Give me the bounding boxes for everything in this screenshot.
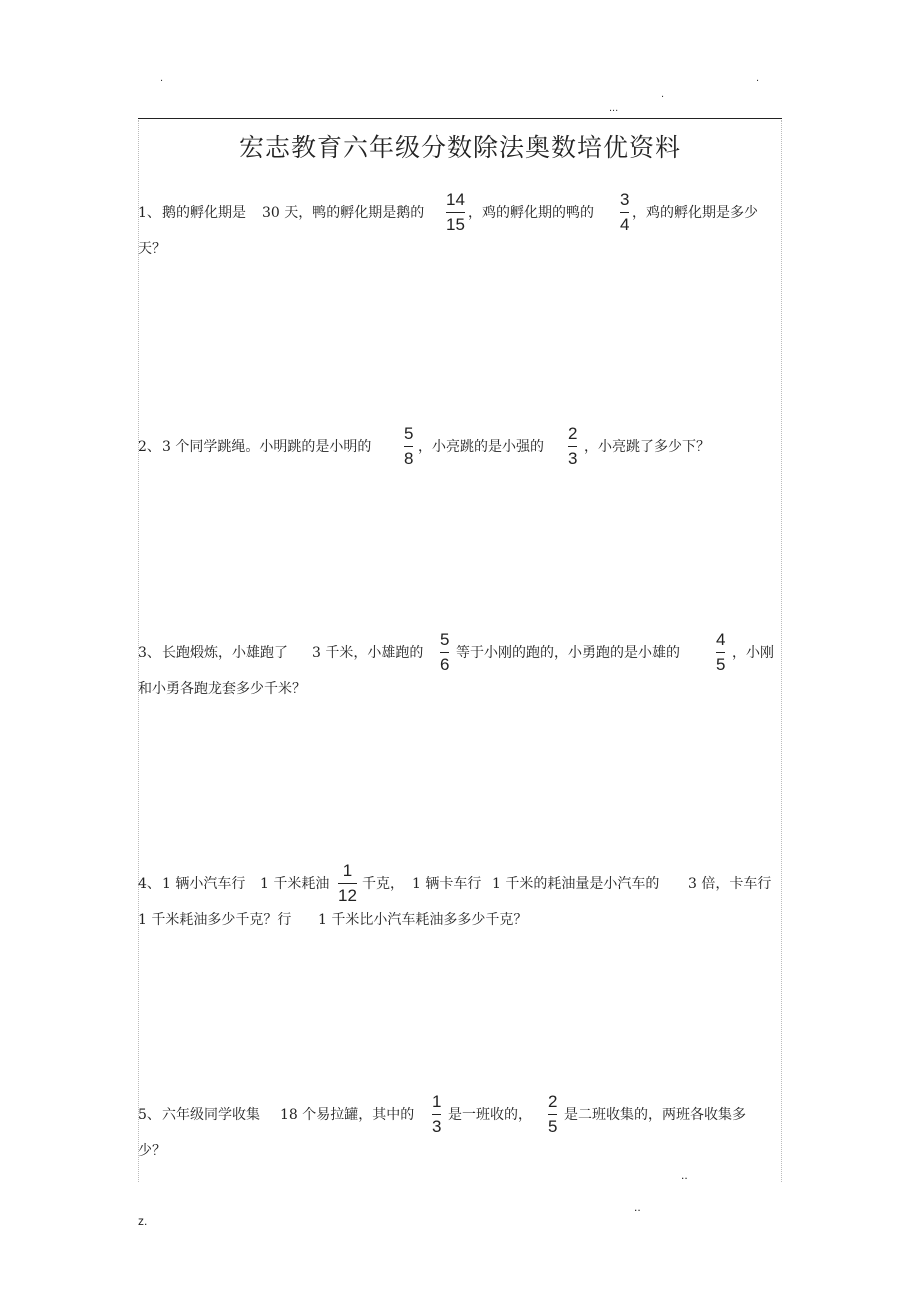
q1-text-d: ，鸡的孵化期是多少 xyxy=(632,205,758,221)
numerator: 2 xyxy=(548,1092,558,1111)
numerator: 1 xyxy=(432,1092,442,1111)
denominator: 5 xyxy=(716,655,726,674)
q1-fraction-1 xyxy=(446,190,465,235)
header-dot: . xyxy=(756,72,760,84)
denominator: 8 xyxy=(404,449,414,468)
q4-text-c: 千克， xyxy=(362,876,404,892)
fraction-bar xyxy=(716,652,725,653)
question-5 xyxy=(138,1092,782,1166)
q4-text-e: 1 千米的耗油量是小汽车的 xyxy=(492,876,660,892)
q5-text-e: 少？ xyxy=(138,1143,166,1159)
q2-text-b: ，小亮跳的是小强的 xyxy=(418,439,544,455)
header-rule xyxy=(138,118,782,119)
q2-fraction-2 xyxy=(568,424,577,469)
q5-text-d: 是二班收集的，两班各收集多 xyxy=(564,1107,746,1123)
numerator: 5 xyxy=(440,630,450,649)
question-4 xyxy=(138,861,782,935)
denominator: 3 xyxy=(432,1117,442,1136)
q1-text-a: 鹅的孵化期是 xyxy=(162,205,246,221)
q5-fraction-2 xyxy=(548,1092,557,1137)
denominator: 3 xyxy=(568,449,578,468)
q3-number: 3、 xyxy=(138,645,161,661)
q4-text-b: 1 千米耗油 xyxy=(260,876,330,892)
q1-text-b: 30 天，鸭的孵化期是鹅的 xyxy=(262,205,425,221)
q3-text-e: 和小勇各跑龙套多少千米？ xyxy=(138,681,306,697)
numerator: 4 xyxy=(716,630,726,649)
q4-text-a: 1 辆小汽车行 xyxy=(162,876,246,892)
q4-text-f: 3 倍，卡车行 xyxy=(688,876,772,892)
q4-text-d: 1 辆卡车行 xyxy=(412,876,482,892)
q3-fraction-1 xyxy=(440,630,449,675)
question-1 xyxy=(138,190,782,264)
numerator: 1 xyxy=(342,861,353,880)
q5-number: 5、 xyxy=(138,1107,161,1123)
q1-text-c: ，鸡的孵化期的鸭的 xyxy=(468,205,594,221)
q2-text-c: ，小亮跳了多少下？ xyxy=(584,439,710,455)
fraction-bar xyxy=(404,446,413,447)
denominator: 15 xyxy=(446,215,465,234)
denominator: 12 xyxy=(338,886,357,905)
fraction-bar xyxy=(568,446,577,447)
q4-number: 4、 xyxy=(138,876,161,892)
numerator: 3 xyxy=(620,190,630,209)
denominator: 4 xyxy=(620,215,630,234)
question-3 xyxy=(138,630,782,704)
page-title: 宏志教育六年级分数除法奥数培优资料 xyxy=(238,133,681,162)
numerator: 2 xyxy=(568,424,578,443)
q3-text-d: ，小刚 xyxy=(732,645,774,661)
header-dot: . xyxy=(160,72,164,84)
q1-number: 1、 xyxy=(138,205,161,221)
q5-text-a: 六年级同学收集 xyxy=(162,1107,260,1123)
fraction-bar xyxy=(432,1114,441,1115)
q4-fraction-1 xyxy=(338,861,357,906)
numerator: 14 xyxy=(446,190,465,209)
footer-dots: .. xyxy=(681,1168,688,1182)
q1-fraction-2 xyxy=(620,190,629,235)
q4-text-h: 1 千米比小汽车耗油多多少千克？ xyxy=(318,912,528,928)
fraction-bar xyxy=(440,652,449,653)
q5-text-c: 是一班收的， xyxy=(448,1107,532,1123)
footer-mark: z. xyxy=(138,1214,148,1228)
numerator: 5 xyxy=(404,424,414,443)
q3-text-c: 等于小刚的跑的，小勇跑的是小雄的 xyxy=(456,645,680,661)
denominator: 5 xyxy=(548,1117,558,1136)
question-2 xyxy=(138,424,782,468)
header-dots: ... xyxy=(609,102,619,114)
q2-fraction-1 xyxy=(404,424,413,469)
q5-text-b: 18 个易拉罐，其中的 xyxy=(280,1107,415,1123)
footer-dots: .. xyxy=(634,1200,641,1214)
q3-text-a: 长跑煅炼，小雄跑了 xyxy=(162,645,288,661)
q3-fraction-2 xyxy=(716,630,725,675)
q5-fraction-1 xyxy=(432,1092,441,1137)
fraction-bar xyxy=(548,1114,557,1115)
denominator: 6 xyxy=(440,655,450,674)
q2-number: 2、 xyxy=(138,439,161,455)
q4-text-g: 1 千米耗油多少千克？行 xyxy=(138,912,292,928)
q2-text-a: 3 个同学跳绳。小明跳的是小明的 xyxy=(162,439,372,455)
fraction-bar xyxy=(620,212,629,213)
q1-text-e: 天？ xyxy=(138,241,166,257)
q3-text-b: 3 千米，小雄跑的 xyxy=(312,645,424,661)
fraction-bar xyxy=(446,212,465,213)
header-dot: . xyxy=(661,88,665,100)
fraction-bar xyxy=(338,883,357,884)
